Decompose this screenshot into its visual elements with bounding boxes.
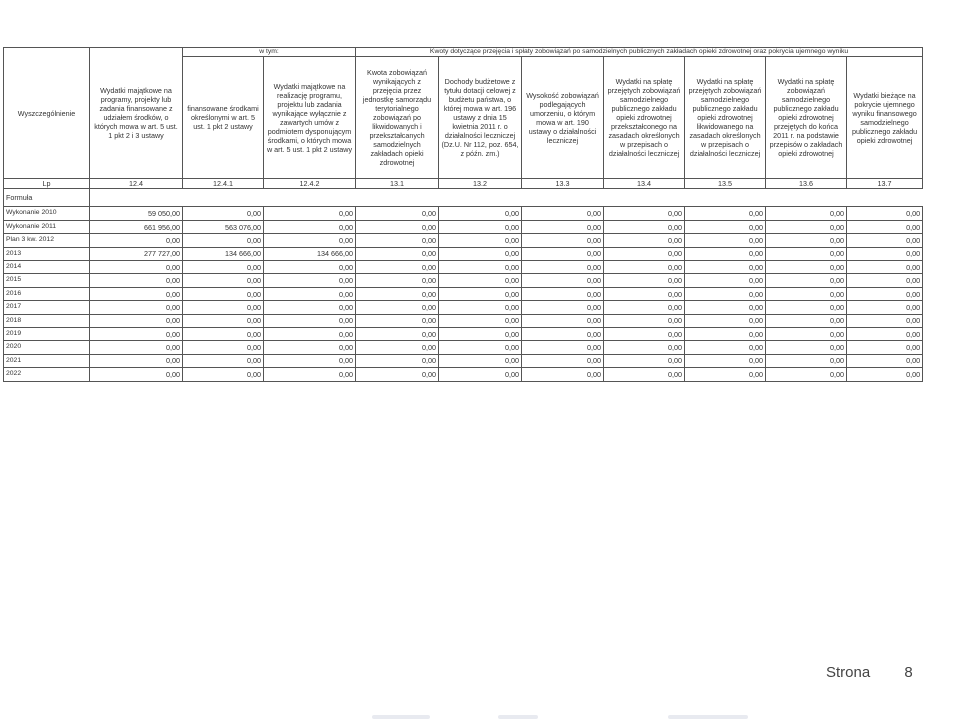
table-cell: 0,00 — [685, 354, 766, 367]
header-col-13-1: Kwota zobowiązań wynikających z przejęcia przez jednostkę samorządu terytorialnego zobowiązań po likwidowanych i przekształcanych samodzielnych zakładach opieki zdrowotnej — [356, 57, 439, 179]
table-cell: 0,00 — [439, 314, 522, 327]
table-cell: 0,00 — [604, 328, 685, 341]
table-cell: 0,00 — [264, 341, 356, 354]
table-cell: 0,00 — [439, 354, 522, 367]
table-cell: 0,00 — [522, 341, 604, 354]
table-cell: 0,00 — [522, 274, 604, 287]
lp-number: 13.7 — [847, 179, 923, 189]
table-cell: 0,00 — [522, 328, 604, 341]
table-cell: 0,00 — [766, 314, 847, 327]
table-cell: 0,00 — [356, 220, 439, 233]
row-label: 2016 — [4, 287, 90, 300]
table-cell: 0,00 — [604, 220, 685, 233]
row-label: 2014 — [4, 261, 90, 274]
table-row — [4, 287, 923, 300]
header-col-13-7: Wydatki bieżące na pokrycie ujemnego wyniku finansowego samodzielnego publicznego zakładu opieki zdrowotnej — [847, 57, 923, 179]
header-wtym: w tym: — [183, 48, 356, 57]
formula-empty — [90, 189, 923, 207]
table-cell: 0,00 — [685, 341, 766, 354]
table-cell: 0,00 — [604, 207, 685, 220]
table-cell: 0,00 — [264, 328, 356, 341]
table-cell: 0,00 — [685, 328, 766, 341]
table-cell: 0,00 — [439, 341, 522, 354]
table-cell: 0,00 — [90, 368, 183, 381]
table-row — [4, 274, 923, 287]
table-cell: 0,00 — [90, 301, 183, 314]
lp-number: 13.5 — [685, 179, 766, 189]
scan-artifact — [498, 715, 538, 719]
table-cell: 0,00 — [439, 234, 522, 247]
table-cell: 0,00 — [604, 354, 685, 367]
table-cell: 0,00 — [183, 314, 264, 327]
table-cell: 0,00 — [685, 220, 766, 233]
table-cell: 134 666,00 — [183, 247, 264, 260]
table-cell: 0,00 — [766, 341, 847, 354]
table-cell: 0,00 — [604, 247, 685, 260]
table-cell: 0,00 — [847, 314, 923, 327]
data-rows — [4, 207, 923, 381]
table-row — [4, 301, 923, 314]
table-cell: 0,00 — [847, 220, 923, 233]
page-word: Strona — [826, 664, 871, 681]
header-col-12-4-2: Wydatki majątkowe na realizację programu, projektu lub zadania wynikające wyłącznie z zawartych umów z podmiotem dysponującym środkami, o których mowa w art. 5 ust. 1 pkt 2 ustawy — [264, 57, 356, 179]
table-cell: 0,00 — [685, 301, 766, 314]
lp-number: 12.4.2 — [264, 179, 356, 189]
table-cell: 134 666,00 — [264, 247, 356, 260]
table-cell: 0,00 — [522, 301, 604, 314]
table-cell: 0,00 — [90, 287, 183, 300]
table-cell: 0,00 — [766, 207, 847, 220]
table-row — [4, 261, 923, 274]
table-cell: 0,00 — [522, 354, 604, 367]
table-cell: 0,00 — [685, 234, 766, 247]
formula-label: Formuła — [4, 189, 90, 207]
table-row — [4, 247, 923, 260]
table-cell: 0,00 — [847, 261, 923, 274]
header-col-12-4: Wydatki majątkowe na programy, projekty lub zadania finansowane z udziałem środków, o których mowa w art. 5 ust. 1 pkt 2 i 3 ustawy — [90, 48, 183, 179]
table-cell: 0,00 — [604, 261, 685, 274]
table-cell: 0,00 — [439, 247, 522, 260]
table-cell: 0,00 — [356, 234, 439, 247]
table-cell: 0,00 — [766, 354, 847, 367]
lp-row — [4, 179, 923, 189]
table-cell: 0,00 — [90, 261, 183, 274]
table-cell: 0,00 — [183, 274, 264, 287]
table-cell: 0,00 — [264, 220, 356, 233]
table-cell: 0,00 — [604, 341, 685, 354]
table-cell: 0,00 — [522, 207, 604, 220]
table-cell: 0,00 — [439, 274, 522, 287]
table-cell: 0,00 — [604, 274, 685, 287]
table-cell: 0,00 — [847, 328, 923, 341]
table-cell: 0,00 — [766, 287, 847, 300]
lp-number: 13.3 — [522, 179, 604, 189]
page-footer — [826, 664, 913, 681]
page-number: 8 — [904, 664, 913, 681]
table-cell: 0,00 — [847, 354, 923, 367]
table-row — [4, 314, 923, 327]
table-cell: 0,00 — [439, 207, 522, 220]
lp-number: 13.6 — [766, 179, 847, 189]
table-cell: 0,00 — [356, 314, 439, 327]
row-label: Wykonanie 2011 — [4, 220, 90, 233]
table-cell: 0,00 — [604, 314, 685, 327]
table-cell: 0,00 — [183, 368, 264, 381]
table-cell: 0,00 — [356, 274, 439, 287]
table-cell: 0,00 — [847, 287, 923, 300]
table-cell: 0,00 — [604, 234, 685, 247]
table-cell: 0,00 — [183, 287, 264, 300]
table-cell: 0,00 — [522, 368, 604, 381]
table-cell: 0,00 — [439, 287, 522, 300]
table-cell: 0,00 — [264, 207, 356, 220]
table-cell: 0,00 — [90, 274, 183, 287]
table-cell: 0,00 — [183, 207, 264, 220]
table-cell: 0,00 — [439, 261, 522, 274]
table-cell: 0,00 — [90, 328, 183, 341]
table-cell: 0,00 — [766, 261, 847, 274]
table-cell: 0,00 — [264, 368, 356, 381]
table-cell: 0,00 — [439, 220, 522, 233]
table-cell: 277 727,00 — [90, 247, 183, 260]
financial-table — [3, 47, 923, 382]
lp-number: 12.4 — [90, 179, 183, 189]
table-cell: 0,00 — [356, 368, 439, 381]
table-cell: 0,00 — [685, 207, 766, 220]
header-group-13: Kwoty dotyczące przejęcia i spłaty zobowiązań po samodzielnych publicznych zakładach opieki zdrowotnej oraz pokrycia ujemnego wyniku — [356, 48, 923, 57]
row-label: Plan 3 kw. 2012 — [4, 234, 90, 247]
table-cell: 0,00 — [183, 234, 264, 247]
table-cell: 0,00 — [264, 261, 356, 274]
table-cell: 0,00 — [847, 341, 923, 354]
table-cell: 0,00 — [264, 301, 356, 314]
table-row — [4, 328, 923, 341]
table-cell: 0,00 — [522, 220, 604, 233]
table-cell: 0,00 — [685, 274, 766, 287]
table-cell: 0,00 — [356, 247, 439, 260]
table-cell: 0,00 — [685, 368, 766, 381]
table-cell: 0,00 — [766, 328, 847, 341]
table-cell: 0,00 — [522, 234, 604, 247]
table-cell: 0,00 — [439, 368, 522, 381]
table-cell: 0,00 — [522, 247, 604, 260]
table-cell: 0,00 — [522, 314, 604, 327]
row-label: 2020 — [4, 341, 90, 354]
table-cell: 0,00 — [183, 341, 264, 354]
table-cell: 0,00 — [847, 274, 923, 287]
table-cell: 59 050,00 — [90, 207, 183, 220]
row-label: 2021 — [4, 354, 90, 367]
table-cell: 0,00 — [356, 354, 439, 367]
table-cell: 0,00 — [766, 220, 847, 233]
header-col-13-6: Wydatki na spłatę zobowiązań samodzielnego publicznego zakładu opieki zdrowotnej przejętych do końca 2011 r. na podstawie przepisów o zakładach opieki zdrowotnej — [766, 57, 847, 179]
scan-artifact — [668, 715, 748, 719]
table-cell: 0,00 — [264, 287, 356, 300]
row-label: 2018 — [4, 314, 90, 327]
table-cell: 0,00 — [604, 287, 685, 300]
table-cell: 0,00 — [522, 261, 604, 274]
row-label: 2022 — [4, 368, 90, 381]
table-cell: 0,00 — [604, 301, 685, 314]
header-col-13-3: Wysokość zobowiązań podlegających umorzeniu, o którym mowa w art. 190 ustawy o działalności leczniczej — [522, 57, 604, 179]
lp-number: 13.2 — [439, 179, 522, 189]
table-cell: 0,00 — [356, 287, 439, 300]
row-label: 2019 — [4, 328, 90, 341]
table-cell: 0,00 — [356, 341, 439, 354]
table-cell: 0,00 — [522, 287, 604, 300]
table-cell: 0,00 — [356, 301, 439, 314]
lp-label: Lp — [4, 179, 90, 189]
table-cell: 0,00 — [90, 341, 183, 354]
financial-table-sheet — [3, 47, 922, 379]
table-cell: 0,00 — [847, 368, 923, 381]
header-col-13-5: Wydatki na spłatę przejętych zobowiązań samodzielnego publicznego zakładu opieki zdrowotnej likwidowanego na zasadach określonych w przepisach o działalności leczniczej — [685, 57, 766, 179]
table-row — [4, 220, 923, 233]
header-col-12-4-1: finansowane środkami określonymi w art. 5 ust. 1 pkt 2 ustawy — [183, 57, 264, 179]
table-cell: 0,00 — [183, 261, 264, 274]
header-col-13-2: Dochody budżetowe z tytułu dotacji celowej z budżetu państwa, o której mowa w art. 196 ustawy z dnia 15 kwietnia 2011 r. o działalności leczniczej (Dz.U. Nr 112, poz. 654, z późn. zm.) — [439, 57, 522, 179]
table-cell: 0,00 — [766, 274, 847, 287]
table-cell: 661 956,00 — [90, 220, 183, 233]
table-cell: 0,00 — [847, 234, 923, 247]
table-cell: 0,00 — [685, 287, 766, 300]
table-row — [4, 234, 923, 247]
scan-artifact — [372, 715, 430, 719]
table-row — [4, 341, 923, 354]
table-cell: 0,00 — [685, 261, 766, 274]
table-cell: 0,00 — [685, 314, 766, 327]
table-cell: 0,00 — [90, 354, 183, 367]
table-cell: 0,00 — [439, 301, 522, 314]
row-label: 2013 — [4, 247, 90, 260]
table-cell: 0,00 — [183, 301, 264, 314]
table-cell: 0,00 — [356, 207, 439, 220]
table-cell: 0,00 — [264, 314, 356, 327]
table-cell: 0,00 — [90, 314, 183, 327]
header-wyszczegolnienie: Wyszczególnienie — [4, 48, 90, 179]
lp-number: 13.4 — [604, 179, 685, 189]
table-cell: 0,00 — [766, 247, 847, 260]
table-cell: 0,00 — [356, 328, 439, 341]
table-row — [4, 354, 923, 367]
table-cell: 0,00 — [183, 354, 264, 367]
lp-number: 13.1 — [356, 179, 439, 189]
row-label: 2017 — [4, 301, 90, 314]
table-row — [4, 207, 923, 220]
lp-number: 12.4.1 — [183, 179, 264, 189]
header-col-13-4: Wydatki na spłatę przejętych zobowiązań samodzielnego publicznego zakładu opieki zdrowotnej przekształconego na zasadach określonych w przepisach o działalności leczniczej — [604, 57, 685, 179]
header-row-top — [4, 48, 923, 57]
table-cell: 0,00 — [264, 234, 356, 247]
table-cell: 0,00 — [90, 234, 183, 247]
table-cell: 0,00 — [685, 247, 766, 260]
table-cell: 0,00 — [439, 328, 522, 341]
table-cell: 0,00 — [264, 354, 356, 367]
table-cell: 0,00 — [766, 301, 847, 314]
table-cell: 0,00 — [847, 247, 923, 260]
table-cell: 0,00 — [604, 368, 685, 381]
table-cell: 0,00 — [183, 328, 264, 341]
formula-row — [4, 189, 923, 207]
table-cell: 0,00 — [847, 207, 923, 220]
table-cell: 563 076,00 — [183, 220, 264, 233]
row-label: Wykonanie 2010 — [4, 207, 90, 220]
table-cell: 0,00 — [766, 368, 847, 381]
row-label: 2015 — [4, 274, 90, 287]
table-cell: 0,00 — [356, 261, 439, 274]
table-row — [4, 368, 923, 381]
table-cell: 0,00 — [766, 234, 847, 247]
table-cell: 0,00 — [847, 301, 923, 314]
table-cell: 0,00 — [264, 274, 356, 287]
